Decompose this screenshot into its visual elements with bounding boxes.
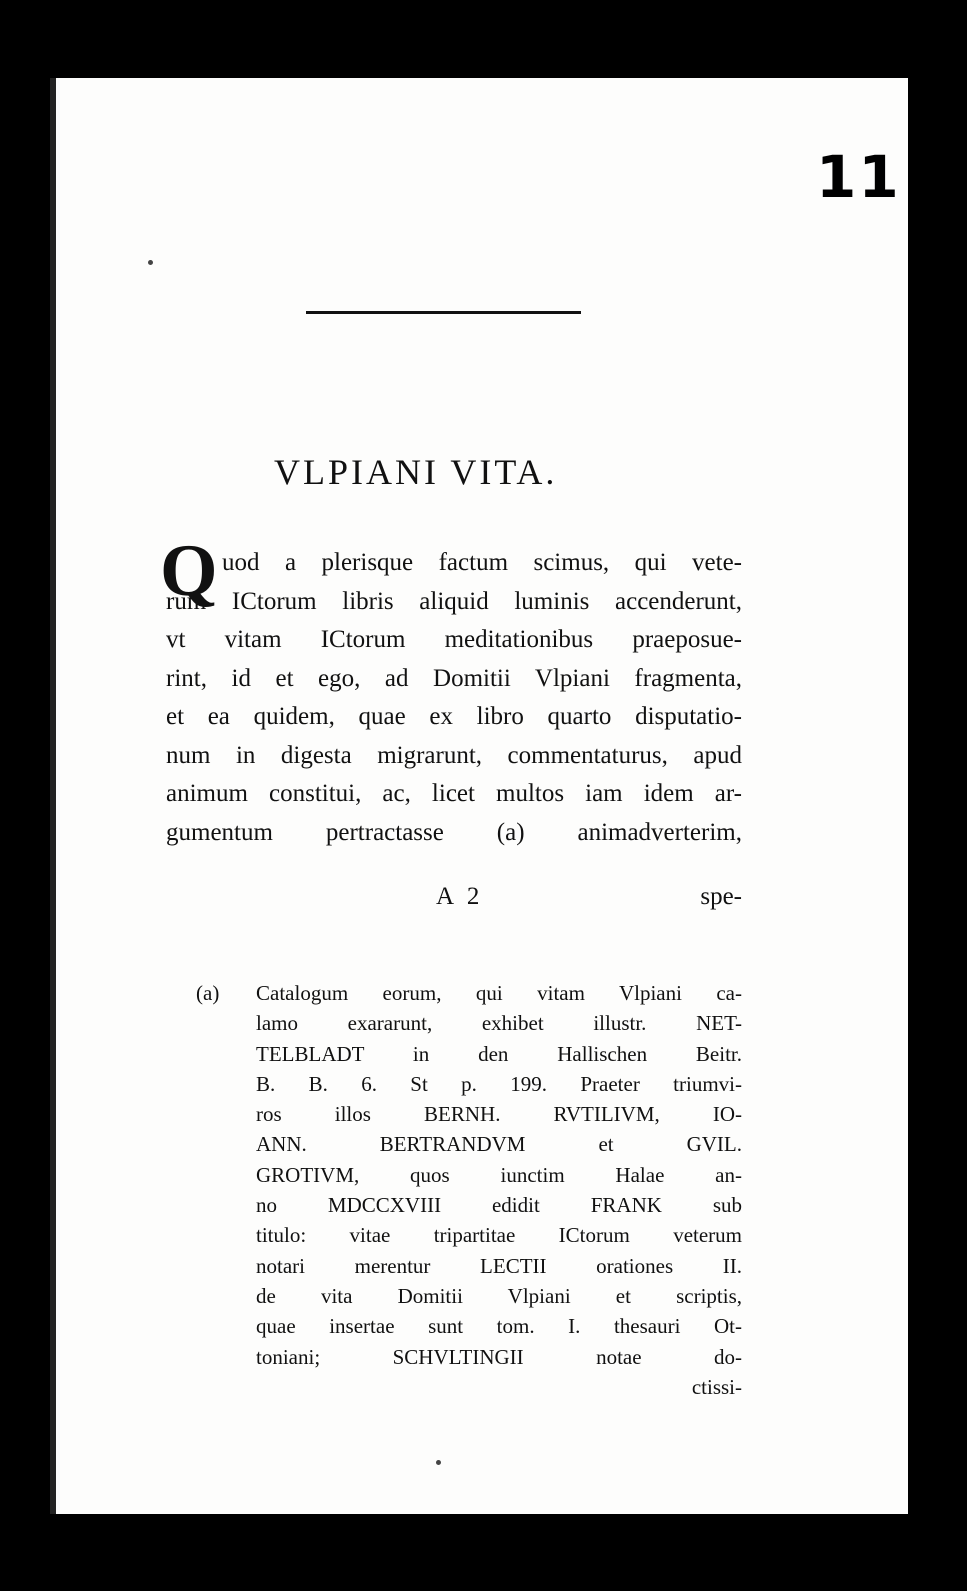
footnote-line: TELBLADT in den Hallischen Beitr. [256, 1041, 742, 1066]
page-title: VLPIANI VITA. [274, 452, 558, 492]
signature-row [166, 883, 742, 923]
body-line: rum ICtorum libris aliquid luminis accenderunt, [166, 587, 742, 615]
signature-mark: A 2 [436, 883, 484, 910]
footnote-line: no MDCCXVIII edidit FRANK sub [256, 1193, 742, 1218]
body-line: rint, id et ego, ad Domitii Vlpiani fragmenta, [166, 664, 742, 692]
header-rule [306, 311, 581, 314]
footnote-line: notari merentur LECTII orationes II. [256, 1253, 742, 1278]
footnote-line: titulo: vitae tripartitae ICtorum veterum [256, 1223, 742, 1248]
footnote-line: toniani; SCHVLTINGII notae do- [256, 1344, 742, 1369]
drop-cap: Q [160, 530, 218, 612]
catch-word: spe- [700, 883, 742, 910]
body-line: et ea quidem, quae ex libro quarto disputatio- [166, 703, 742, 730]
footnote-line: quae insertae sunt tom. I. thesauri Ot- [256, 1314, 742, 1339]
footnote-line: ANN. BERTRANDVM et GVIL. [256, 1132, 742, 1157]
footnote-line: lamo exararunt, exhibet illustr. NET- [256, 1011, 742, 1036]
ink-speck [436, 1460, 441, 1465]
page-number: 11 [816, 143, 901, 211]
footnote-line: de vita Domitii Vlpiani et scriptis, [256, 1283, 742, 1308]
body-line: gumentum pertractasse (a) animadverterim, [166, 818, 742, 846]
body-line: num in digesta migrarunt, commentaturus, apud [166, 741, 742, 769]
footnote-line: GROTIVM, quos iunctim Halae an- [256, 1162, 742, 1187]
body-line: animum constitui, ac, licet multos iam idem ar- [166, 780, 742, 807]
book-page [50, 78, 908, 1514]
footnote-line: ros illos BERNH. RVTILIVM, IO- [256, 1102, 742, 1127]
footnote-line: B. B. 6. St p. 199. Praeter triumvi- [256, 1071, 742, 1096]
body-line: vt vitam ICtorum meditationibus praeposue- [166, 626, 742, 653]
footnote-marker: (a) [196, 981, 220, 1005]
body-text [160, 530, 742, 852]
footnote-lines [256, 978, 742, 1402]
body-line-text: uod a plerisque factum scimus, qui vete- [222, 549, 742, 576]
ink-speck [148, 260, 153, 265]
footnote-line: Catalogum eorum, qui vitam Vlpiani ca- [256, 981, 742, 1005]
footnote-line: ctissi- [691, 1374, 742, 1399]
